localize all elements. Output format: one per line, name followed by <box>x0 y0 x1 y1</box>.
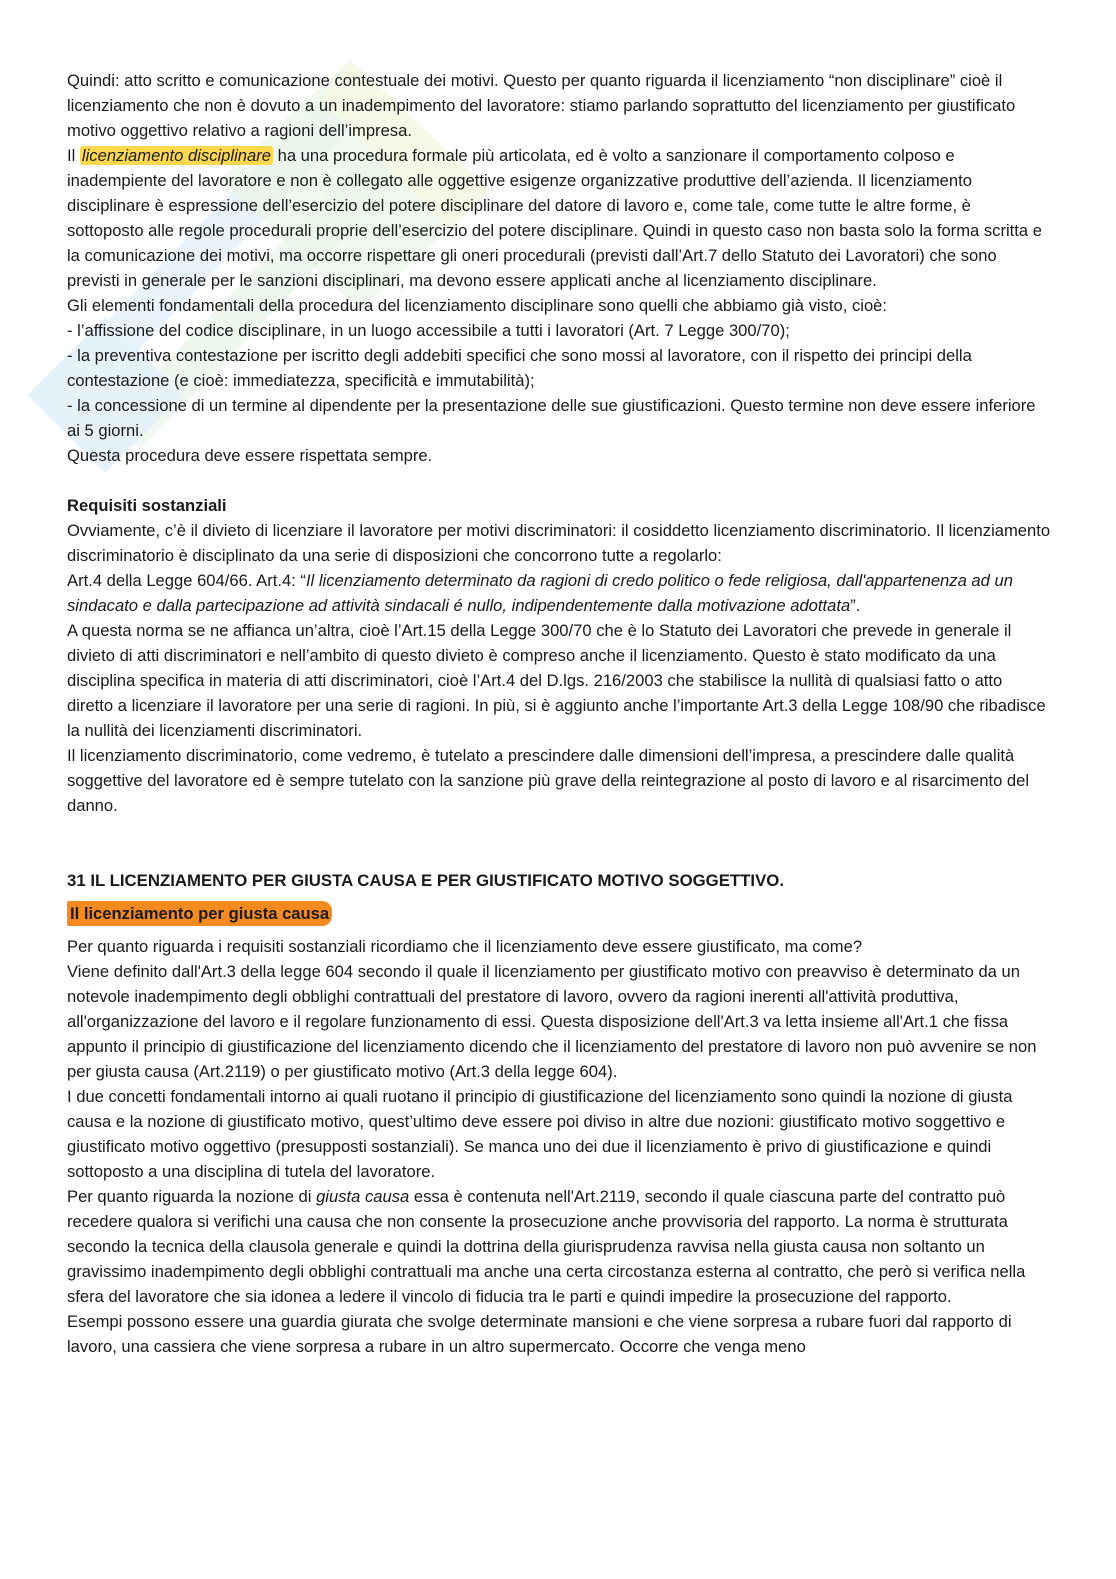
list-item: - la preventiva contestazione per iscritto degli addebiti specifici che sono mossi al lavoratore, con il rispetto dei principi della contestazione (e cioè: immediatezza, specificità e immutabilità); <box>67 346 972 390</box>
list-item: - la concessione di un termine al dipendente per la presentazione delle sue giustificazioni. Questo termine non deve essere inferiore ai 5 giorni. <box>67 396 1036 440</box>
paragraph: Art.4 della Legge 604/66. Art.4: “Il licenziamento determinato da ragioni di credo politico o fede religiosa, dall'appartenenza ad un sindacato e dalla partecipazione ad attività sindacali é nullo, indipendentemente dalla motivazione adottata”. <box>67 571 1013 615</box>
section-heading: 31 IL LICENZIAMENTO PER GIUSTA CAUSA E PER GIUSTIFICATO MOTIVO SOGGETTIVO. <box>67 871 784 890</box>
paragraph: A questa norma se ne affianca un’altra, cioè l’Art.15 della Legge 300/70 che è lo Statuto dei Lavoratori che prevede in generale il divieto di atti discriminatori e nell’ambito di questo divieto è compreso anche il licenziamento. Questo è stato modificato da una disciplina specifica in materia di atti discriminatori, cioè l’Art.4 del D.lgs. 216/2003 che stabilisce la nullità di qualsiasi fatto o atto diretto a licenziare il lavoratore per una serie di ragioni. In più, si è aggiunto anche l’importante Art.3 della Legge 108/90 che ribadisce la nullità dei licenziamenti discriminatori. <box>67 621 1046 740</box>
list-item: - l’affissione del codice disciplinare, in un luogo accessibile a tutti i lavoratori (Art. 7 Legge 300/70); <box>67 321 790 340</box>
paragraph: Viene definito dall'Art.3 della legge 604 secondo il quale il licenziamento per giustificato motivo con preavviso è determinato da un notevole inadempimento degli obblighi contrattuali del prestatore di lavoro, ovvero da ragioni inerenti all'attività produttiva, all'organizzazione del lavoro e il regolare funzionamento di essi. Questa disposizione dell'Art.3 va letta insieme all'Art.1 che fissa appunto il principio di giustificazione del licenziamento dicendo che il licenziamento del prestatore di lavoro non può avvenire se non per giusta causa (Art.2119) o per giustificato motivo (Art.3 della legge 604). <box>67 962 1037 1081</box>
paragraph: Questa procedura deve essere rispettata sempre. <box>67 446 433 465</box>
highlighted-term: licenziamento disciplinare <box>81 146 271 165</box>
paragraph: Esempi possono essere una guardia giurata che svolge determinate mansioni e che viene sorpresa a rubare fuori dal rapporto di lavoro, una cassiera che viene sorpresa a rubare in un altro supermercato. Occorre che venga meno <box>67 1312 1012 1356</box>
italic-term: giusta causa <box>316 1187 410 1206</box>
paragraph: Il licenziamento disciplinare ha una procedura formale più articolata, ed è volto a sanzionare il comportamento colposo e inadempiente del lavoratore e non è collegato alle oggettive esigenze organizzative produttive dell’azienda. Il licenziamento disciplinare è espressione dell’esercizio del potere disciplinare del datore di lavoro e, come tale, come tutte le altre forme, è sottoposto alle regole procedurali proprie dell’esercizio del potere disciplinare. Quindi in questo caso non basta solo la forma scritta e la comunicazione dei motivi, ma occorre rispettare gli oneri procedurali (previsti dall’Art.7 dello Statuto dei Lavoratori) che sono previsti in generale per le sanzioni disciplinari, ma devono essere applicati anche al licenziamento disciplinare. <box>67 146 1042 290</box>
paragraph: Ovviamente, c’è il divieto di licenziare il lavoratore per motivi discriminatori: il cosiddetto licenziamento discriminatorio. Il licenziamento discriminatorio è disciplinato da una serie di disposizioni che concorrono tutte a regolarlo: <box>67 521 1051 565</box>
paragraph: I due concetti fondamentali intorno ai quali ruotano il principio di giustificazione del licenziamento sono quindi la nozione di giusta causa e la nozione di giustificato motivo, quest’ultimo deve essere poi diviso in altre due nozioni: giustificato motivo soggettivo e giustificato motivo oggettivo (presupposti sostanziali). Se manca uno dei due il licenziamento è privo di giustificazione e quindi sottoposto a una disciplina di tutela del lavoratore. <box>67 1087 1013 1181</box>
paragraph: Per quanto riguarda i requisiti sostanziali ricordiamo che il licenziamento deve essere giustificato, ma come? <box>67 937 863 956</box>
subsection-heading: Requisiti sostanziali <box>67 496 227 515</box>
paragraph: Per quanto riguarda la nozione di giusta causa essa è contenuta nell'Art.2119, secondo il quale ciascuna parte del contratto può recedere qualora si verifichi una causa che non consente la prosecuzione anche provvisoria del rapporto. La norma è strutturata secondo la tecnica della clausola generale e quindi la dottrina della giurisprudenza ravvisa nella giusta causa non soltanto un gravissimo inadempimento degli obblighi contrattuali ma anche una certa circostanza esterna al contratto, che però si verifica nella sfera del lavoratore che sia idonea a ledere il vincolo di fiducia tra le parti e quindi impedire la prosecuzione del rapporto. <box>67 1187 1026 1306</box>
highlighted-subheading: Il licenziamento per giusta causa <box>67 901 332 926</box>
document-page <box>67 68 1052 1359</box>
paragraph: Il licenziamento discriminatorio, come vedremo, è tutelato a prescindere dalle dimensioni dell’impresa, a prescindere dalle qualità soggettive del lavoratore ed è sempre tutelato con la sanzione più grave della reintegrazione al posto di lavoro e al risarcimento del danno. <box>67 746 1030 815</box>
paragraph: Quindi: atto scritto e comunicazione contestuale dei motivi. Questo per quanto riguarda il licenziamento “non disciplinare” cioè il licenziamento che non è dovuto a un inadempimento del lavoratore: stiamo parlando soprattutto del licenziamento per giustificato motivo oggettivo relativo a ragioni dell’impresa. <box>67 71 1016 140</box>
paragraph: Gli elementi fondamentali della procedura del licenziamento disciplinare sono quelli che abbiamo già visto, cioè: <box>67 296 888 315</box>
law-quote: Il licenziamento determinato da ragioni di credo politico o fede religiosa, dall'appartenenza ad un sindacato e dalla partecipazione ad attività sindacali é nullo, indipendentemente dalla motivazione adottata <box>67 571 1013 615</box>
